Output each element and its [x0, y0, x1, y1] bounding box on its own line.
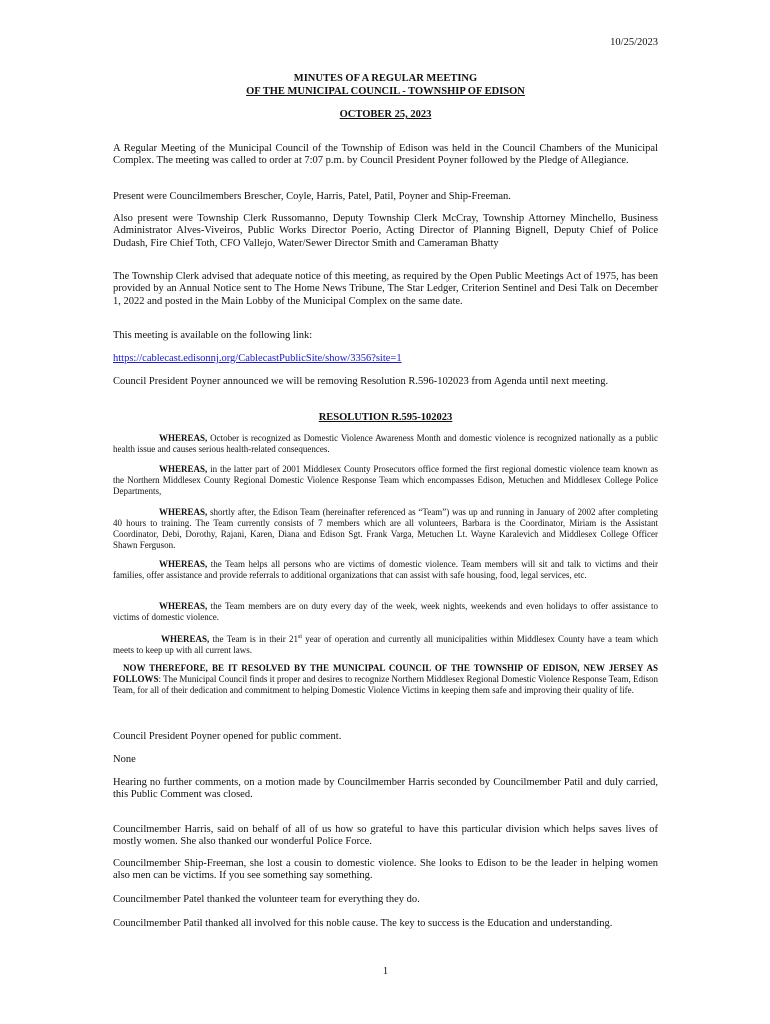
title-line-2: OF THE MUNICIPAL COUNCIL - TOWNSHIP OF EDISON [246, 85, 525, 97]
availability-paragraph: This meeting is available on the following link: [113, 330, 313, 341]
whereas-5 [113, 601, 658, 623]
now-therefore-clause [113, 663, 658, 696]
meeting-date: OCTOBER 25, 2023 [339, 109, 432, 120]
document-title [113, 73, 658, 98]
public-comment-opened: Council President Poyner opened for public comment. [113, 731, 342, 742]
whereas-text: the Team members are on duty every day of the week, week nights, weekends and even holidays to offer assistance to victims of domestic violence. [113, 601, 658, 622]
comment-ship-freeman: Councilmember Ship-Freeman, she lost a cousin to domestic violence. She looks to Edison to be the leader in helping women also men can be victims. If you see something say something. [113, 858, 658, 882]
now-therefore-text: : The Municipal Council finds it proper and desires to recognize Northern Middlesex Regional Domestic Violence Response Team, Edison Team, for all of their dedication and commitment to helping Domestic Violence Victims in keeping them safe and improving their quality of life. [113, 674, 658, 695]
present-paragraph: Present were Councilmembers Brescher, Coyle, Harris, Patel, Patil, Poyner and Ship-Freeman. [113, 191, 511, 202]
comment-patel: Councilmember Patel thanked the volunteer team for everything they do. [113, 894, 420, 905]
opening-paragraph: A Regular Meeting of the Municipal Council of the Township of Edison was held in the Council Chambers of the Municipal Complex. The meeting was called to order at 7:07 p.m. by Council President Poyner followed by the Pledge of Allegiance. [113, 143, 658, 167]
whereas-label: WHEREAS, [159, 601, 208, 611]
whereas-text: in the latter part of 2001 Middlesex County Prosecutors office formed the first regional domestic violence team known as the Northern Middlesex County Regional Domestic Violence Response Team which encompasses Edison, Metuchen and Middlesex College Police Departments, [113, 464, 658, 496]
whereas-label: WHEREAS, [159, 464, 208, 474]
notice-paragraph: The Township Clerk advised that adequate notice of this meeting, as required by the Open Public Meetings Act of 1975, has been provided by an Annual Notice sent to The Home News Tribune, The Star Ledger, Criterion Sentinel and Desi Talk on December 1, 2022 and posted in the Main Lobby of the Municipal Complex on the same date. [113, 271, 658, 307]
ordinal-suffix: st [298, 634, 303, 640]
whereas-label: WHEREAS, [159, 559, 208, 569]
whereas-text: shortly after, the Edison Team (hereinafter referenced as “Team”) was up and running in January of 2002 after completing 40 hours to training. The Team currently consists of 7 members which are all volunteers, Barbara is the Coordinator, Miriam is the Assistant Coordinator, Debi, Dorothy, Rajani, Karen, Diana and Edison Sgt. Frank Varga, Metuchen Lt. Wayne Karalevich and Middlesex College Officer Shawn Ferguson. [113, 507, 658, 550]
whereas-label: WHEREAS, [159, 507, 208, 517]
page-number: 1 [382, 966, 389, 977]
whereas-4 [113, 559, 658, 581]
now-therefore-label: NOW THEREFORE, BE IT RESOLVED BY THE MUNICIPAL COUNCIL OF THE TOWNSHIP OF EDISON, NEW JERSEY AS FOLLOWS [113, 663, 658, 684]
whereas-text: the Team is in their 21 [209, 634, 298, 644]
whereas-label: WHEREAS, [161, 634, 210, 644]
whereas-2 [113, 464, 658, 497]
meeting-link-paragraph [113, 353, 658, 365]
whereas-6 [113, 632, 658, 656]
resolution-heading: RESOLUTION R.595-102023 [318, 412, 453, 423]
comment-patil: Councilmember Patil thanked all involved for this noble cause. The key to success is the Education and understanding. [113, 918, 613, 929]
whereas-text: October is recognized as Domestic Violence Awareness Month and domestic violence is recognized nationally as a public health issue and causes serious health-related consequences. [113, 433, 658, 454]
also-present-paragraph: Also present were Township Clerk Russomanno, Deputy Township Clerk McCray, Township Attorney Minchello, Business Administrator Alves-Viveiros, Public Works Director Poerio, Acting Director of Planning Bignell, Deputy Chief of Police Dudash, Fire Chief Toth, CFO Vallejo, Water/Sewer Director Smith and Cameraman Bhatty [113, 213, 658, 249]
meeting-video-link[interactable]: https://cablecast.edisonnj.org/CablecastPublicSite/show/3356?site=1 [113, 353, 402, 364]
header-date: 10/25/2023 [610, 37, 658, 48]
removal-paragraph: Council President Poyner announced we will be removing Resolution R.596-102023 from Agenda until next meeting. [113, 376, 609, 387]
title-line-1: MINUTES OF A REGULAR MEETING [293, 73, 478, 84]
whereas-text: year of operation and currently all municipalities within Middlesex County have a team which meets to keep up with all current laws. [113, 634, 659, 655]
whereas-text: the Team helps all persons who are victims of domestic violence. Team members will sit and talk to victims and their families, offer assistance and provide referrals to additional organizations that can assist with safe housing, food, legal services, etc. [113, 559, 658, 580]
whereas-1 [113, 433, 658, 455]
comment-harris: Councilmember Harris, said on behalf of all of us how so grateful to have this particular division which helps saves lives of mostly women. She also thanked our wonderful Police Force. [113, 824, 658, 848]
public-comment-closed: Hearing no further comments, on a motion made by Councilmember Harris seconded by Councilmember Patil and duly carried, this Public Comment was closed. [113, 777, 658, 801]
public-comment-none: None [113, 754, 136, 765]
whereas-label: WHEREAS, [159, 433, 208, 443]
whereas-3 [113, 507, 658, 551]
